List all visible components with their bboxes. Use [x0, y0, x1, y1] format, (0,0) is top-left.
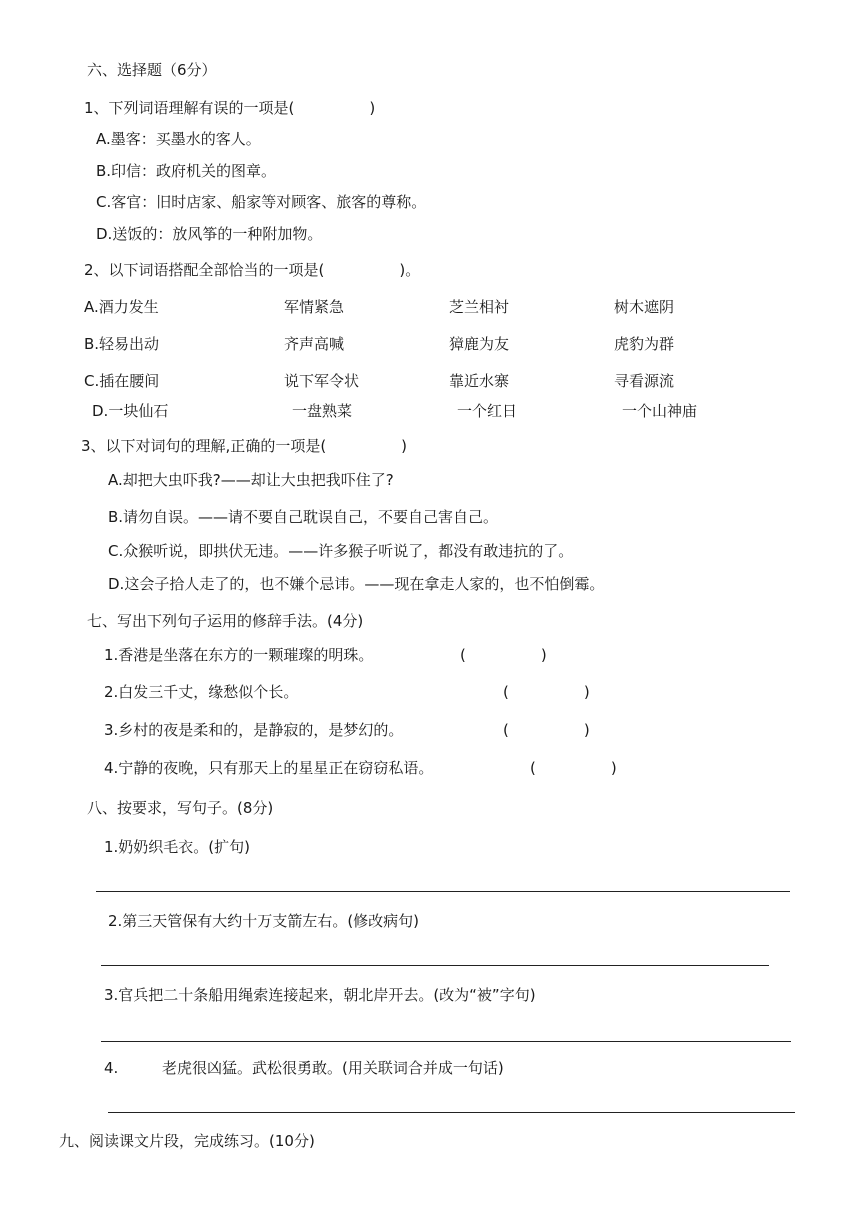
question-2-row-c-col-3: 靠近水寨: [449, 372, 510, 390]
question-2-row-a-col-4: 树木遮阴: [614, 298, 675, 316]
question-3-option-d: D.这会子拾人走了的，也不嫌个忌讳。——现在拿走人家的，也不怕倒霉。: [108, 575, 605, 593]
question-2-row-d-col-4: 一个山神庙: [622, 402, 698, 420]
question-2-row-d-col-1: D.一块仙石: [92, 402, 169, 420]
rhetoric-item-2-blank: ( ): [503, 683, 590, 701]
section-8-title: 八、按要求，写句子。(8分): [87, 799, 274, 817]
question-2-row-b-col-1: B.轻易出动: [84, 335, 160, 353]
question-3-option-c: C.众猴听说，即拱伏无违。——许多猴子听说了，都没有敢违抗的了。: [108, 542, 574, 560]
answer-line-4[interactable]: [108, 1112, 795, 1113]
question-2-row-a-col-2: 军情紧急: [284, 298, 345, 316]
rewrite-item-4: 老虎很凶猛。武松很勇敢。(用关联词合并成一句话): [162, 1059, 504, 1077]
rhetoric-item-2: 2.白发三千丈，缘愁似个长。: [104, 683, 299, 701]
rewrite-item-2: 2.第三天管保有大约十万支箭左右。(修改病句): [108, 912, 420, 930]
section-6-title: 六、选择题（6分）: [87, 61, 217, 79]
rewrite-item-4-number: 4.: [104, 1059, 119, 1077]
question-2-row-c-col-1: C.插在腰间: [84, 372, 160, 390]
answer-line-3[interactable]: [101, 1041, 791, 1042]
question-1-option-a: A.墨客：买墨水的客人。: [96, 130, 261, 148]
question-1-option-b: B.印信：政府机关的图章。: [96, 162, 277, 180]
question-2-row-c-col-2: 说下军令状: [284, 372, 360, 390]
rhetoric-item-3: 3.乡村的夜是柔和的，是静寂的，是梦幻的。: [104, 721, 404, 739]
rewrite-item-3: 3.官兵把二十条船用绳索连接起来，朝北岸开去。(改为“被”字句): [104, 986, 536, 1004]
rewrite-item-1: 1.奶奶织毛衣。(扩句): [104, 838, 251, 856]
answer-line-1[interactable]: [96, 891, 790, 892]
question-2-row-c-col-4: 寻看源流: [614, 372, 675, 390]
question-1-option-d: D.送饭的：放风筝的一种附加物。: [96, 225, 323, 243]
section-7-title: 七、写出下列句子运用的修辞手法。(4分): [87, 612, 364, 630]
question-2-row-d-col-3: 一个红日: [457, 402, 518, 420]
rhetoric-item-4: 4.宁静的夜晚，只有那天上的星星正在窃窃私语。: [104, 759, 434, 777]
rhetoric-item-4-blank: ( ): [530, 759, 617, 777]
question-2-stem: 2、以下词语搭配全部恰当的一项是( )。: [84, 261, 421, 279]
question-3-stem: 3、以下对词句的理解,正确的一项是( ): [81, 437, 408, 455]
question-2-row-b-col-3: 獐鹿为友: [449, 335, 510, 353]
question-2-row-b-col-2: 齐声高喊: [284, 335, 345, 353]
question-3-option-a: A.却把大虫吓我?——却让大虫把我吓住了?: [108, 471, 394, 489]
question-1-option-c: C.客官：旧时店家、船家等对顾客、旅客的尊称。: [96, 193, 427, 211]
question-1-stem: 1、下列词语理解有误的一项是( ): [84, 99, 376, 117]
question-3-option-b: B.请勿自误。——请不要自己耽误自己，不要自己害自己。: [108, 508, 499, 526]
rhetoric-item-3-blank: ( ): [503, 721, 590, 739]
question-2-row-a-col-3: 芝兰相衬: [449, 298, 510, 316]
answer-line-2[interactable]: [101, 965, 769, 966]
question-2-row-d-col-2: 一盘熟菜: [292, 402, 353, 420]
section-9-title: 九、阅读课文片段，完成练习。(10分): [59, 1132, 315, 1150]
rhetoric-item-1-blank: ( ): [460, 646, 547, 664]
question-2-row-b-col-4: 虎豹为群: [614, 335, 675, 353]
rhetoric-item-1: 1.香港是坐落在东方的一颗璀璨的明珠。: [104, 646, 374, 664]
question-2-row-a-col-1: A.酒力发生: [84, 298, 159, 316]
